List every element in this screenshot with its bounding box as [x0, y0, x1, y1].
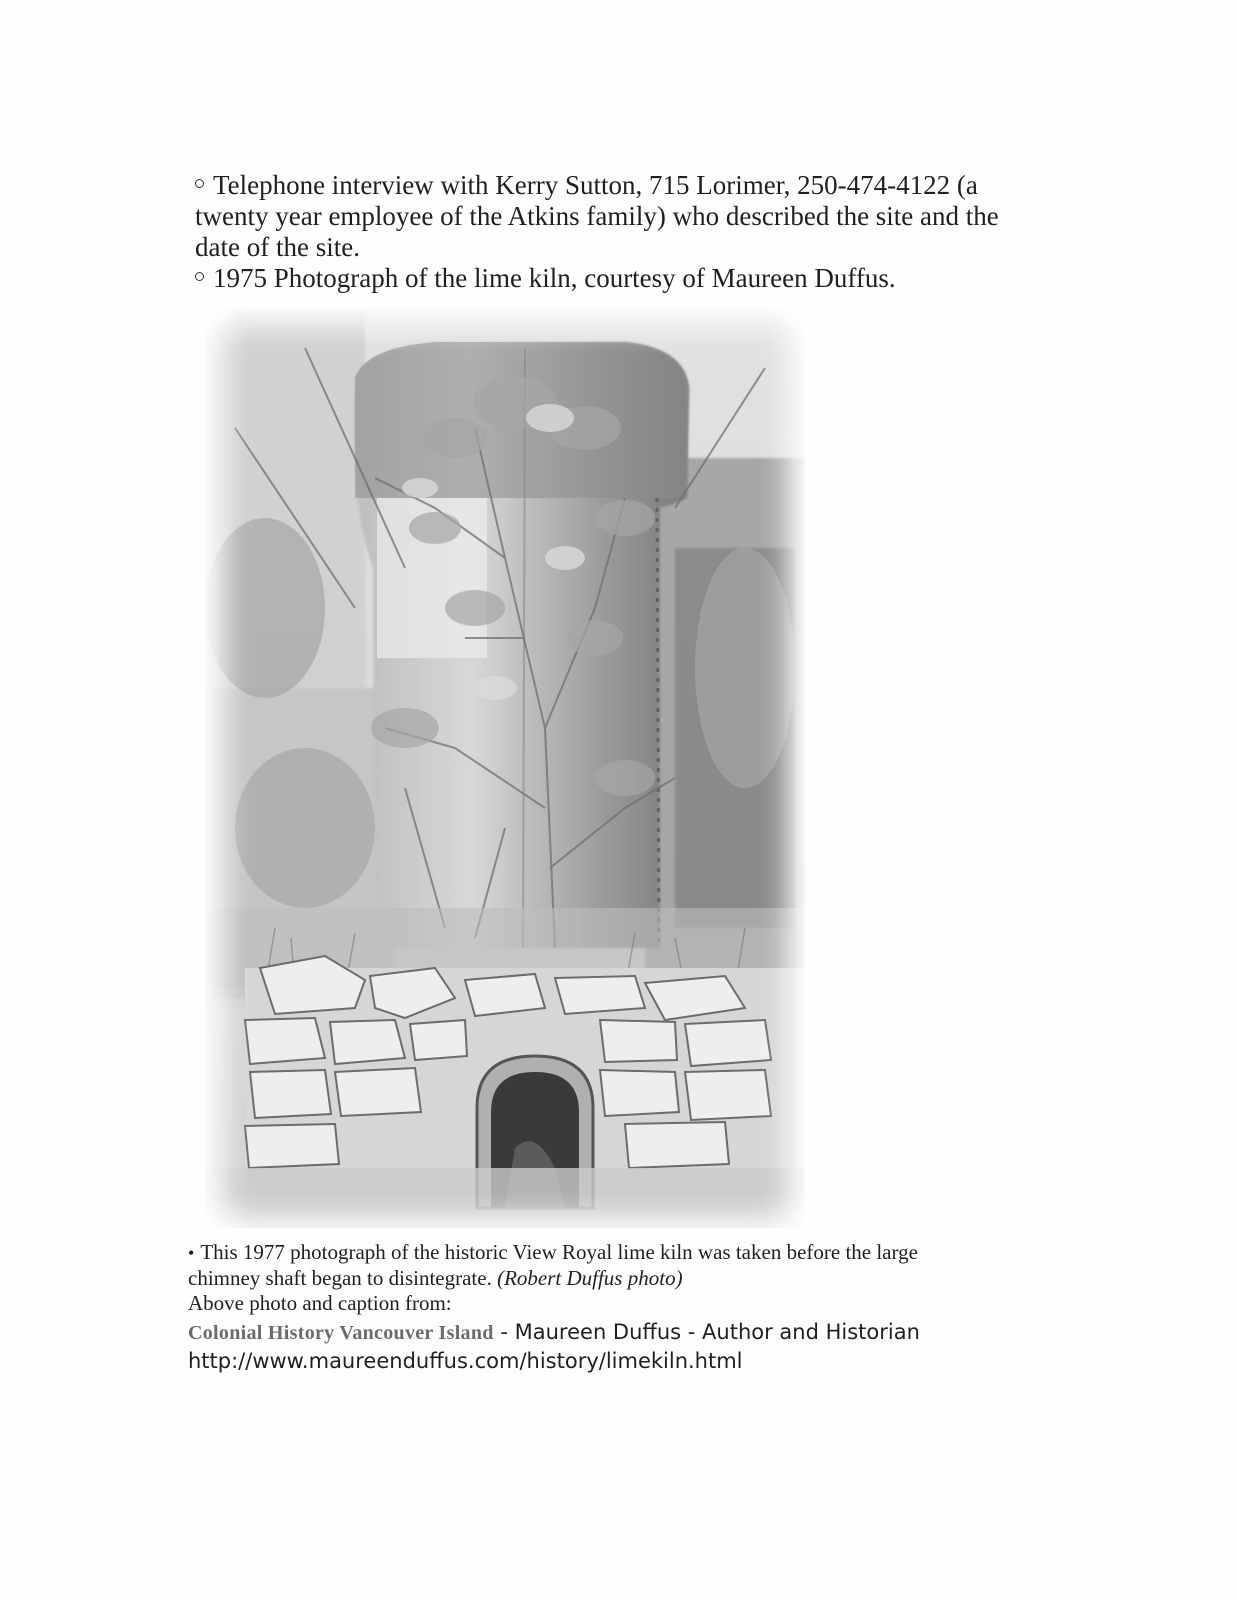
photo-credit: (Robert Duffus photo) — [497, 1266, 683, 1290]
caption-text — [188, 1240, 1048, 1291]
source-url[interactable]: http://www.maureenduffus.com/history/limekiln.html — [188, 1349, 743, 1373]
caption-line-2: chimney shaft began to disintegrate. — [188, 1266, 492, 1290]
note-photograph — [195, 263, 1025, 294]
bullet-icon — [195, 179, 204, 188]
bullet-icon: • — [188, 1243, 195, 1263]
note-interview-line-3: date of the site. — [195, 232, 360, 262]
source-attribution — [188, 1318, 1048, 1347]
note-interview — [195, 170, 1025, 263]
note-interview-line-1: Telephone interview with Kerry Sutton, 715 Lorimer, 250-474-4122 (a — [213, 170, 978, 200]
lime-kiln-photo — [205, 308, 805, 1228]
source-title: Colonial History Vancouver Island — [188, 1322, 494, 1344]
note-photograph-text: 1975 Photograph of the lime kiln, courtesy of Maureen Duffus. — [213, 263, 896, 293]
source-author: - Maureen Duffus - Author and Historian — [493, 1320, 920, 1344]
caption-line-1: This 1977 photograph of the historic View Royal lime kiln was taken before the large — [200, 1240, 918, 1264]
bullet-icon — [195, 272, 204, 281]
photo-caption — [188, 1240, 1048, 1375]
note-interview-line-2: twenty year employee of the Atkins family) who described the site and the — [195, 201, 999, 231]
source-intro: Above photo and caption from: — [188, 1291, 452, 1315]
source-notes — [195, 170, 1025, 294]
